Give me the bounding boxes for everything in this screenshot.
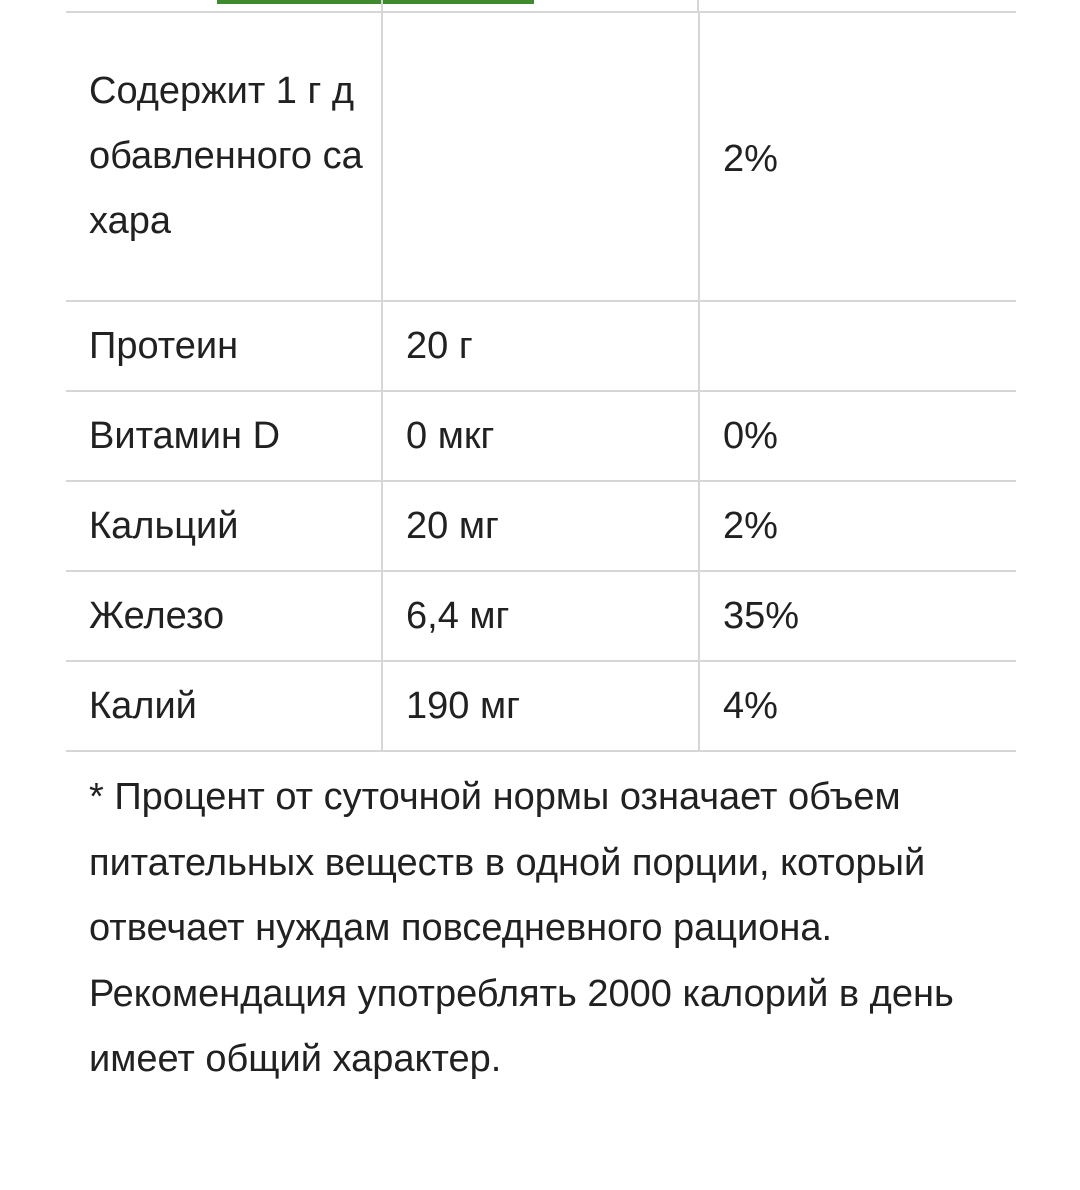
nutrient-name: Витамин D (66, 391, 382, 481)
table-row (66, 481, 1016, 571)
nutrient-daily-value: 35% (699, 571, 1016, 661)
daily-value-footnote: * Процент от суточной нормы означает объем питательных веществ в одной порции, который отвечает нуждам повседневного рациона. Рекомендация употреблять 2000 калорий в день имеет общий характер. (89, 776, 954, 1080)
nutrient-name: Железо (66, 571, 382, 661)
table-row (66, 571, 1016, 661)
nutrient-name: Протеин (66, 301, 382, 391)
section-accent-bar (217, 0, 534, 4)
nutrient-amount (382, 12, 699, 301)
nutrient-daily-value: 2% (699, 481, 1016, 571)
table-row (66, 391, 1016, 481)
nutrient-name: Кальций (66, 481, 382, 571)
nutrient-daily-value: 2% (699, 12, 1016, 301)
table-row (66, 301, 1016, 391)
nutrient-daily-value: 4% (699, 661, 1016, 751)
nutrient-amount: 20 мг (382, 481, 699, 571)
nutrient-name: Содержит 1 г добавленного сахара (66, 12, 382, 301)
nutrient-daily-value: 0% (699, 391, 1016, 481)
nutrient-amount: 20 г (382, 301, 699, 391)
nutrient-name: Калий (66, 661, 382, 751)
table-row (66, 12, 1016, 301)
nutrient-amount: 190 мг (382, 661, 699, 751)
nutrient-amount: 0 мкг (382, 391, 699, 481)
nutrient-amount: 6,4 мг (382, 571, 699, 661)
table-row (66, 661, 1016, 751)
nutrient-daily-value (699, 301, 1016, 391)
nutrition-facts-table (66, 11, 1016, 752)
